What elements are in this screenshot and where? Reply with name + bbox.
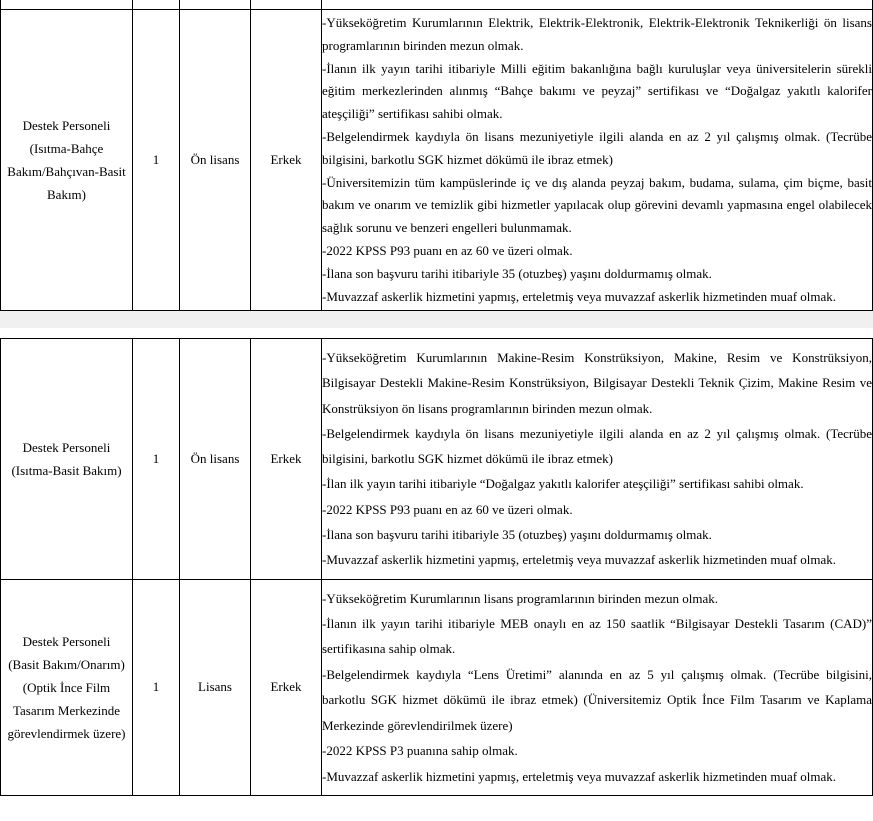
table-row-cutoff xyxy=(1,0,873,10)
requirement-item: -Yükseköğretim Kurumlarının lisans programlarının birinden mezun olmak. xyxy=(322,590,719,606)
position-line: Bakım/Bahçıvan-Basit xyxy=(7,164,126,180)
requirement-item: -2022 KPSS P3 puanına sahip olmak. xyxy=(322,743,518,759)
job-table-top xyxy=(0,0,873,311)
position-line: Destek Personeli xyxy=(22,633,111,649)
requirement-item: -Yükseköğretim Kurumlarının Makine-Resim Konstrüksiyon, Makine, Resim ve Konstrüksiyon, Bilgisayar Destekli Makine-Resim Konstrüksiyon, Bilgisayar Destekli Teknik Çizim, Makine Resim ve Konstrüksiyon ön lisans programlarının birinden mezun olmak. xyxy=(322,350,872,416)
job-table-bottom xyxy=(0,338,873,796)
requirement-item: -İlana son başvuru tarihi itibariyle 35 (otuzbeş) yaşını doldurmamış olmak. xyxy=(322,265,712,281)
education-cell: Ön lisans xyxy=(180,10,251,311)
table-row xyxy=(1,579,873,795)
requirement-item: -2022 KPSS P93 puanı en az 60 ve üzeri olmak. xyxy=(322,242,573,258)
position-line: (Isıtma-Bahçe xyxy=(29,141,104,157)
requirement-item: -Belgelendirmek kaydıyla “Lens Üretimi” alanında en az 5 yıl çalışmış olmak. (Tecrübe bilgisini, barkotlu SGK hizmet dökümü ile ibraz etmek) (Üniversitemiz Optik İnce Film Tasarım ve Kaplama Merkezinde görevlendirilmek üzere) xyxy=(322,666,872,733)
position-line: görevlendirmek üzere) xyxy=(7,725,126,741)
position-cell xyxy=(1,339,133,580)
requirements-cell xyxy=(322,579,873,795)
requirement-item: -Yükseköğretim Kurumlarının Elektrik, Elektrik-Elektronik, Elektrik-Elektronik Teknikerliği ön lisans programlarının birinden mezun olmak. xyxy=(322,15,872,53)
requirement-item: -Üniversitemizin tüm kampüslerinde iç ve dış alanda peyzaj bakım, budama, sulama, çim biçme, basit bakım ve onarım ve temizlik gibi hizmetler yapılacak olup görevini devamlı yapmasına engel olabilecek sağlık sorunu ve benzeri engelleri bulunmamak. xyxy=(322,174,872,236)
position-line: Tasarım Merkezinde xyxy=(12,702,120,718)
table-row xyxy=(1,10,873,311)
position-cell xyxy=(1,579,133,795)
requirement-item: -2022 KPSS P93 puanı en az 60 ve üzeri olmak. xyxy=(322,501,573,517)
quantity-cell: 1 xyxy=(133,339,180,580)
education-cell: Ön lisans xyxy=(180,339,251,580)
requirement-item: -Belgelendirmek kaydıyla ön lisans mezuniyetiyle ilgili alanda en az 2 yıl çalışmış olmak. (Tecrübe bilgisini, barkotlu SGK hizmet dökümü ile ibraz etmek) xyxy=(322,128,872,167)
position-line: Bakım) xyxy=(47,187,86,203)
requirement-item: -İlanın ilk yayın tarihi itibariyle Milli eğitim bakanlığına bağlı kuruluşlar veya üniversitelerin sürekli eğitim merkezlerinden alınmış “Bahçe bakımı ve peyzaj” sertifikası ve “Doğalgaz yakıtlı kalorifer ateşçiliği” sertifikası sahibi olmak. xyxy=(322,60,872,122)
position-line: (Isıtma-Basit Bakım) xyxy=(11,462,122,478)
position-line: (Optik İnce Film xyxy=(22,679,111,695)
gender-cell: Erkek xyxy=(251,579,322,795)
page-break-band xyxy=(0,311,873,328)
gender-cell: Erkek xyxy=(251,339,322,580)
requirement-item: -İlan ilk yayın tarihi itibariyle “Doğalgaz yakıtlı kalorifer ateşçiliği” sertifikası sahibi olmak. xyxy=(322,476,804,492)
quantity-cell: 1 xyxy=(133,579,180,795)
position-line: Destek Personeli xyxy=(22,118,111,134)
position-cell xyxy=(1,10,133,311)
requirement-item: -Muvazzaf askerlik hizmetini yapmış, erteletmiş veya muvazzaf askerlik hizmetinden muaf olmak. xyxy=(322,552,837,568)
requirement-item: -Muvazzaf askerlik hizmetini yapmış, erteletmiş veya muvazzaf askerlik hizmetinden muaf olmak. xyxy=(322,768,837,784)
requirement-item: -Muvazzaf askerlik hizmetini yapmış, erteletmiş veya muvazzaf askerlik hizmetinden muaf olmak. xyxy=(322,288,837,304)
requirement-item: -İlanın ilk yayın tarihi itibariyle MEB onaylı en az 150 saatlik “Bilgisayar Destekli Tasarım (CAD)” sertifikasına sahip olmak. xyxy=(322,616,872,657)
gender-cell: Erkek xyxy=(251,10,322,311)
education-cell: Lisans xyxy=(180,579,251,795)
requirements-cell xyxy=(322,339,873,580)
position-line: (Basit Bakım/Onarım) xyxy=(8,656,125,672)
requirements-cell xyxy=(322,10,873,311)
quantity-cell: 1 xyxy=(133,10,180,311)
position-line: Destek Personeli xyxy=(22,439,111,455)
requirement-item: -İlana son başvuru tarihi itibariyle 35 (otuzbeş) yaşını doldurmamış olmak. xyxy=(322,527,712,543)
requirement-item: -Belgelendirmek kaydıyla ön lisans mezuniyetiyle ilgili alanda en az 2 yıl çalışmış olmak. (Tecrübe bilgisini, barkotlu SGK hizmet dökümü ile ibraz etmek) xyxy=(322,425,872,467)
table-row xyxy=(1,339,873,580)
